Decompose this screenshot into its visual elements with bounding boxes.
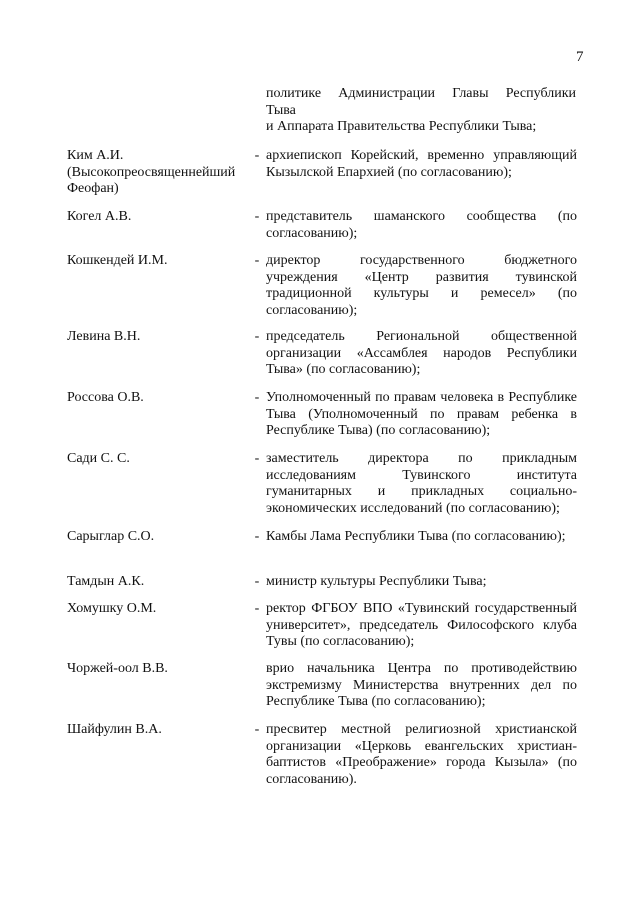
member-role: архиепископ Корейский, временно управляющий Кызылской Епархией (по согласованию); (266, 148, 577, 180)
member-name (67, 148, 252, 198)
intro-line: политике Администрации Главы Республики (266, 86, 576, 101)
member-name: Сади С. С. (67, 451, 130, 466)
member-name: Хомушку О.М. (67, 601, 157, 616)
intro-text (266, 86, 576, 136)
member-role: врио начальника Центра по противодействию экстремизму Министерства внутренних дел по Республике Тыва (по согласованию); (266, 661, 577, 709)
member-name-line: Феофан) (67, 181, 119, 196)
dash-separator: - (254, 574, 260, 589)
dash-separator: - (254, 209, 260, 224)
member-role: директор государственного бюджетного учреждения «Центр развития тувинской традиционной культуры и ремесел» (по согласованию); (266, 253, 577, 318)
member-name: Шайфулин В.А. (67, 722, 162, 737)
dash-separator: - (254, 451, 260, 466)
member-name: Тамдын А.К. (67, 574, 145, 589)
member-name: Левина В.Н. (67, 329, 141, 344)
dash-separator: - (254, 390, 260, 405)
member-name: Чоржей-оол В.В. (67, 661, 168, 676)
member-name: Сарыглар С.О. (67, 529, 155, 544)
dash-separator: - (254, 601, 260, 616)
dash-separator: - (254, 253, 260, 268)
page-number: 7 (576, 49, 584, 65)
member-role: пресвитер местной религиозной христианской организации «Церковь евангельских христиан-баптистов «Преображение» города Кызыла» (по согласованию). (266, 722, 577, 787)
dash-separator: - (254, 722, 260, 737)
member-role: председатель Региональной общественной организации «Ассамблея народов Республики Тыва» (по согласованию); (266, 329, 577, 377)
member-role: Камбы Лама Республики Тыва (по согласованию); (266, 529, 566, 544)
member-name: Когел А.В. (67, 209, 132, 224)
member-name-line: (Высокопреосвященнейший (67, 164, 236, 180)
member-role: заместитель директора по прикладным исследованиям Тувинского института гуманитарных и прикладных социально-экономических исследований (по согласованию); (266, 451, 577, 516)
dash-separator: - (254, 148, 260, 163)
dash-separator: - (254, 329, 260, 344)
intro-line: Тыва (266, 102, 296, 118)
member-name: Кошкендей И.М. (67, 253, 168, 268)
intro-line: и Аппарата Правительства Республики Тыва; (266, 119, 537, 134)
member-role: представитель шаманского сообщества (по согласованию); (266, 209, 577, 241)
member-role: министр культуры Республики Тыва; (266, 574, 487, 589)
dash-separator: - (254, 529, 260, 544)
member-role: Уполномоченный по правам человека в Республике Тыва (Уполномоченный по правам ребенка в Республике Тыва) (по согласованию); (266, 390, 577, 438)
member-name: Россова О.В. (67, 390, 144, 405)
member-name-line: Ким А.И. (67, 148, 124, 163)
member-role: ректор ФГБОУ ВПО «Тувинский государственный университет», председатель Философского клуба Тувы (по согласованию); (266, 601, 577, 649)
